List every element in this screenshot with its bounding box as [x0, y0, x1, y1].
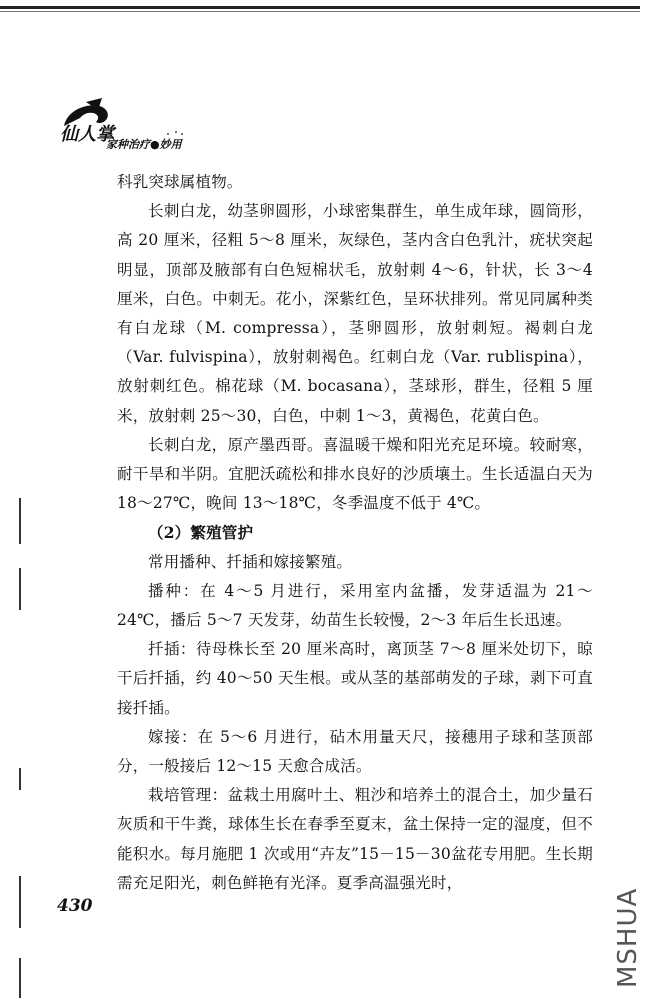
header-rule [0, 6, 640, 9]
paragraph: 长刺白龙，幼茎卵圆形，小球密集群生，单生成年球，圆筒形，高 20 厘米，径粗 5～8 厘米，灰绿色，茎内含白色乳汁，疣状突起明显，顶部及腋部有白色短棉状毛，放射刺 4～6，针状，长 3～4 厘米，白色。中刺无。花小，深紫红色，呈环状排列。常见同属种类有白龙球（M. compressa），茎卵圆形，放射刺短。褐刺白龙（Var. fulvispina），放射刺褐色。红刺白龙（Var. rublispina），放射刺红色。棉花球（M. bocasana），茎球形，群生，径粗 5 厘米，放射刺 25～30，白色，中刺 1～3，黄褐色，花黄白色。 [117, 202, 593, 425]
paragraph: 栽培管理：盆栽土用腐叶土、粗沙和培养土的混合土，加少量石灰质和干牛粪，球体生长在春季至夏末，盆土保持一定的湿度，但不能积水。每月施肥 1 次或用“卉友”15－15－30盆花专用肥。生长期需充足阳光，刺色鲜艳有光泽。夏季高温强光时， [117, 786, 593, 892]
page-number: 430 [57, 896, 93, 916]
paragraph: 长刺白龙，原产墨西哥。喜温暖干燥和阳光充足环境。较耐寒，耐干旱和半阴。宜肥沃疏松和排水良好的沙质壤土。生长适温白天为 18～27℃，晚间 13～18℃，冬季温度不低于 4℃。 [117, 435, 593, 513]
scan-margin-mark [19, 568, 21, 610]
book-logo [58, 96, 218, 156]
scan-margin-mark [19, 876, 21, 928]
watermark [606, 880, 646, 990]
paragraph: 扦插：待母株长至 20 厘米高时，离顶茎 7～8 厘米处切下，晾干后扦插，约 40～50 天生根。或从茎的基部萌发的子球，剥下可直接扦插。 [117, 640, 593, 717]
header-rule-thin [0, 11, 640, 12]
logo-text-cactus: 仙人掌 [60, 124, 114, 145]
logo-text-subtitle: 家种治疗●妙用 [106, 138, 182, 151]
scan-margin-mark [19, 768, 21, 790]
scan-margin-mark [19, 958, 21, 998]
paragraph: 科乳突球属植物。 [117, 173, 243, 191]
paragraph: 嫁接：在 5～6 月进行，砧木用量天尺，接穗用子球和茎顶部分，一般接后 12～15 天愈合成活。 [117, 727, 593, 776]
scan-margin-mark [19, 498, 21, 544]
watermark-text: MSHUA [613, 887, 643, 988]
section-heading: （2）繁殖管护 [148, 523, 254, 543]
paragraph: 播种：在 4～5 月进行，采用室内盆播，发芽适温为 21～24℃，播后 5～7 天发芽，幼苗生长较慢，2～3 年后生长迅速。 [117, 581, 593, 630]
main-text [117, 168, 593, 898]
paragraph: 常用播种、扦插和嫁接繁殖。 [148, 552, 353, 571]
